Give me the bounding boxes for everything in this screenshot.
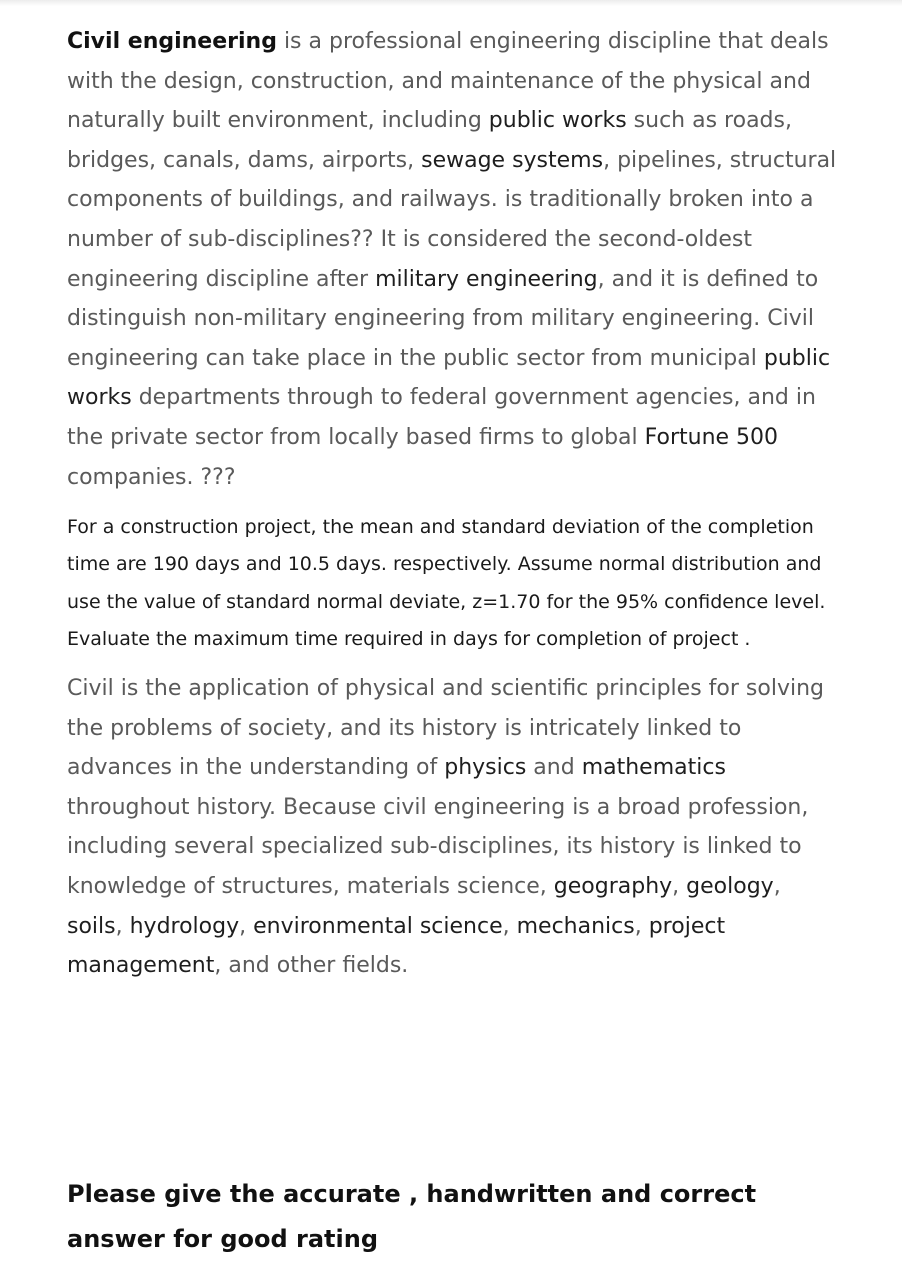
term-sewage-systems: sewage systems [421,147,604,173]
term-public-works-2: public works [67,345,831,411]
term-geology: geology [686,873,774,899]
top-edge-shadow [0,0,902,6]
text-run: companies. ??? [67,464,236,490]
paragraph-civil-history [67,669,837,986]
term-soils: soils [67,913,116,939]
text-run: , and other fields. [214,953,409,979]
text-run: , and it is defined to distinguish non-military engineering from military engineering. Civil engineering can take place in the public sector from municipal [67,266,819,371]
text-run: Civil is the application of physical and scientific principles for solving the problems of society, and its history is intricately linked to advances in the understanding of [67,675,824,781]
question-paragraph: For a construction project, the mean and standard deviation of the completion time are 190 days and 10.5 days. respectively. Assume normal distribution and use the value of standard normal deviate, z=1.70 for the 95% confidence level. Evaluate the maximum time required in days for completion of project . [67,516,826,650]
text-run: departments through to federal government agencies, and in the private sector from locally based firms to global [67,385,816,450]
term-public-works: public works [488,108,627,134]
text-run: throughout history. Because civil engineering is a broad profession, including several specialized sub-disciplines, its history is linked to knowledge of structures, materials science, [67,794,809,899]
paragraph-civil-engineering-intro [67,22,837,497]
text-run: and [526,755,582,781]
term-geography: geography [553,873,673,899]
closing-request: Please give the accurate , handwritten and correct answer for good rating [67,1180,757,1253]
lead-term: Civil engineering [67,29,277,54]
text-run: is a professional engineering discipline that deals with the design, construction, and maintenance of the physical and naturally built environment, including [67,29,829,134]
term-hydrology: hydrology [129,913,240,939]
text-run: , [672,873,687,899]
text-run: such as roads, bridges, canals, dams, airports, [67,108,792,173]
term-military-engineering: military engineering [375,266,598,292]
term-environmental-science: environmental science [253,913,503,939]
text-run: , [773,873,781,899]
text-run: , [634,913,649,939]
text-run: , [115,913,130,939]
term-physics: physics [444,755,527,781]
term-mechanics: mechanics [516,913,635,939]
text-run: , [502,913,517,939]
term-fortune-500: Fortune 500 [644,424,779,450]
term-mathematics: mathematics [581,755,726,781]
text-run: , pipelines, structural components of buildings, and railways. is traditionally broken into a number of sub-disciplines?? It is considered the second-oldest engineering discipline after [67,147,837,292]
text-run: , [239,913,254,939]
term-project-management: project management [67,913,726,979]
document-body [67,22,837,986]
